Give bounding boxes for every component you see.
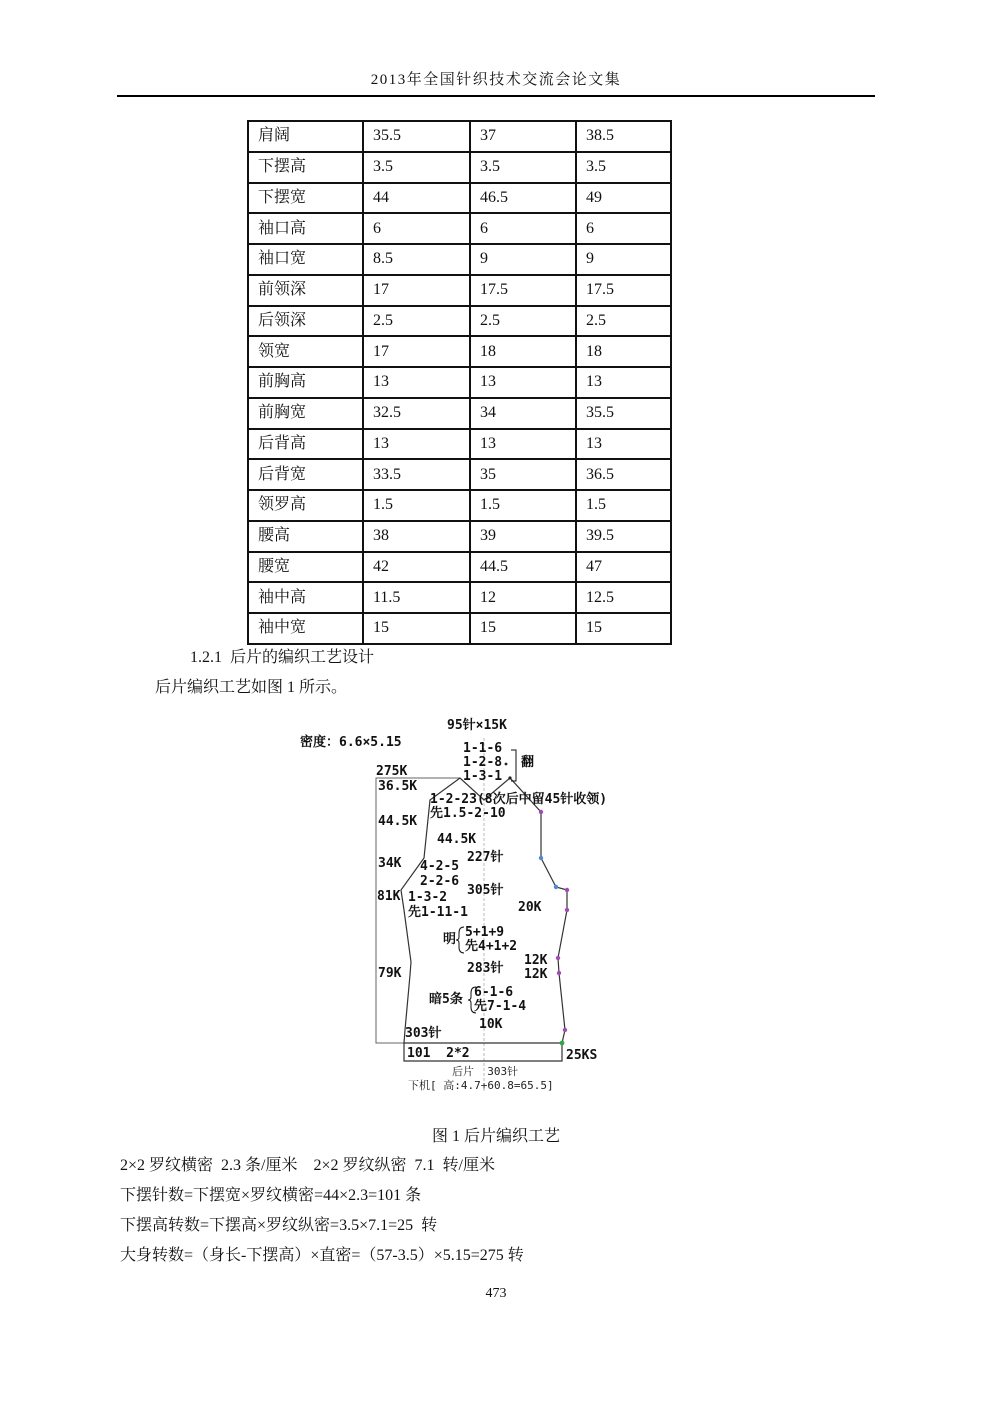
figure-label-hidden-2: 先7-1-4 xyxy=(474,999,527,1014)
figure-label-collar-2: 先1.5-2-10 xyxy=(430,806,506,821)
figure-label-rows-20: 20K xyxy=(518,900,542,915)
shaping-point-marker xyxy=(554,885,558,889)
measurement-name: 腰高 xyxy=(248,521,363,552)
shaping-point-marker xyxy=(563,1028,567,1032)
figure-label-rows-34: 34K xyxy=(378,856,402,871)
shaping-point-marker xyxy=(505,763,508,766)
shaping-point-marker xyxy=(565,908,569,912)
size-value: 2.5 xyxy=(470,306,576,337)
figure-label-needles-303: 303针 xyxy=(405,1026,442,1041)
figure-label-fold: 翻 xyxy=(521,755,535,770)
size-value: 13 xyxy=(470,367,576,398)
size-value: 2.5 xyxy=(576,306,671,337)
shaping-point-marker xyxy=(539,856,543,860)
size-value: 2.5 xyxy=(363,306,470,337)
page-number: 473 xyxy=(485,1286,507,1301)
shaping-point-marker xyxy=(556,956,560,960)
size-value: 35 xyxy=(470,459,576,490)
size-value: 36.5 xyxy=(576,459,671,490)
size-value: 13 xyxy=(576,367,671,398)
figure-label-needles-227: 227针 xyxy=(467,850,504,865)
size-value: 15 xyxy=(470,613,576,644)
table-row xyxy=(248,459,671,490)
size-value: 39.5 xyxy=(576,521,671,552)
size-value: 49 xyxy=(576,183,671,214)
figure-label-piece: 后片 303针 xyxy=(452,1065,519,1078)
figure-label-armhole-rows-inner: 44.5K xyxy=(437,832,477,847)
figure-label-rows-10: 10K xyxy=(479,1017,503,1032)
size-value: 47 xyxy=(576,552,671,583)
figure-label-arm-2: 2-2-6 xyxy=(420,874,460,889)
size-value: 6 xyxy=(363,213,470,244)
figure-label-rows-81: 81K xyxy=(377,889,401,904)
size-value: 39 xyxy=(470,521,576,552)
measurement-name: 袖中宽 xyxy=(248,613,363,644)
measurement-name: 袖口高 xyxy=(248,213,363,244)
shaping-point-marker xyxy=(565,888,569,892)
size-value: 12 xyxy=(470,582,576,613)
size-value: 13 xyxy=(363,367,470,398)
measurement-name: 袖中高 xyxy=(248,582,363,613)
size-value: 18 xyxy=(470,336,576,367)
header-rule xyxy=(117,95,875,97)
size-value: 1.5 xyxy=(363,490,470,521)
size-value: 38 xyxy=(363,521,470,552)
measurement-name: 后领深 xyxy=(248,306,363,337)
measurement-name: 袖口宽 xyxy=(248,244,363,275)
size-value: 35.5 xyxy=(576,398,671,429)
figure-label-top-needles: 95针×15K xyxy=(447,718,507,733)
size-value: 3.5 xyxy=(470,152,576,183)
section-heading: 1.2.1 后片的编织工艺设计 xyxy=(190,649,375,666)
figure-label-collar-1: 1-2-23(8次后中留45针收领) xyxy=(430,792,608,807)
figure-label-rows-12b: 12K xyxy=(524,967,548,982)
table-row xyxy=(248,490,671,521)
table-row xyxy=(248,244,671,275)
size-value: 44 xyxy=(363,183,470,214)
figure-label-total-rows: 275K xyxy=(376,764,408,779)
measurement-name: 肩阔 xyxy=(248,121,363,152)
size-value: 8.5 xyxy=(363,244,470,275)
table-row xyxy=(248,213,671,244)
figure-label-off-machine: 下机[ 高:4.7+60.8=65.5] xyxy=(408,1079,554,1092)
table-row xyxy=(248,429,671,460)
size-value: 1.5 xyxy=(470,490,576,521)
size-value: 13 xyxy=(470,429,576,460)
size-value: 32.5 xyxy=(363,398,470,429)
figure-label-arm-3: 1-3-2 xyxy=(408,890,448,905)
body-text xyxy=(120,1151,880,1271)
measurement-name: 腰宽 xyxy=(248,552,363,583)
body-line: 2×2 罗纹横密 2.3 条/厘米 2×2 罗纹纵密 7.1 转/厘米 xyxy=(120,1157,495,1174)
figure-label-rib: 101 2*2 xyxy=(407,1046,470,1061)
table-row xyxy=(248,152,671,183)
table-row xyxy=(248,306,671,337)
size-value: 17.5 xyxy=(576,275,671,306)
measurement-name: 前领深 xyxy=(248,275,363,306)
visible-shaping-brace xyxy=(456,927,464,953)
size-value: 13 xyxy=(363,429,470,460)
size-value: 9 xyxy=(576,244,671,275)
figure-caption: 图 1 后片编织工艺 xyxy=(431,1128,560,1145)
size-value: 6 xyxy=(470,213,576,244)
table-row xyxy=(248,367,671,398)
table-row xyxy=(248,521,671,552)
size-value: 17.5 xyxy=(470,275,576,306)
figure-label-visible-2: 先4+1+2 xyxy=(465,939,518,954)
figure-label-density: 密度：6.6×5.15 xyxy=(300,735,402,750)
size-value: 15 xyxy=(363,613,470,644)
size-value: 38.5 xyxy=(576,121,671,152)
size-value: 44.5 xyxy=(470,552,576,583)
size-table xyxy=(247,120,672,645)
shaping-point-marker xyxy=(508,776,511,779)
size-value: 9 xyxy=(470,244,576,275)
fold-bracket xyxy=(511,750,516,781)
size-value: 42 xyxy=(363,552,470,583)
size-value: 17 xyxy=(363,336,470,367)
body-line: 下摆针数=下摆宽×罗纹横密=44×2.3=101 条 xyxy=(120,1187,422,1204)
size-value: 15 xyxy=(576,613,671,644)
size-value: 33.5 xyxy=(363,459,470,490)
size-value: 13 xyxy=(576,429,671,460)
running-header-title: 2013年全国针织技术交流会论文集 xyxy=(370,72,622,88)
size-value: 35.5 xyxy=(363,121,470,152)
measurement-name: 下摆高 xyxy=(248,152,363,183)
measurement-name: 前胸高 xyxy=(248,367,363,398)
figure-label-neck-2: 1-2-8 xyxy=(463,755,503,770)
table-row xyxy=(248,582,671,613)
section-intro: 后片编织工艺如图 1 所示。 xyxy=(155,679,348,696)
back-piece-knitting-diagram xyxy=(290,710,630,1100)
figure-label-needles-305: 305针 xyxy=(467,883,504,898)
shaping-point-marker xyxy=(557,971,561,975)
figure-label-visible: 明 xyxy=(443,932,457,947)
figure-label-rib-rows: 25KS xyxy=(566,1048,598,1063)
figure-label-neck-3: 1-3-1 xyxy=(463,769,503,784)
figure-label-armhole-rows: 44.5K xyxy=(378,814,418,829)
measurement-name: 领宽 xyxy=(248,336,363,367)
size-value: 18 xyxy=(576,336,671,367)
table-row xyxy=(248,398,671,429)
measurement-name: 下摆宽 xyxy=(248,183,363,214)
table-row xyxy=(248,613,671,644)
shaping-point-marker xyxy=(560,1041,565,1046)
table-row xyxy=(248,121,671,152)
table-row xyxy=(248,336,671,367)
body-line: 大身转数=（身长-下摆高）×直密=（57-3.5）×5.15=275 转 xyxy=(120,1247,524,1264)
table-row xyxy=(248,275,671,306)
figure-label-needles-283: 283针 xyxy=(467,961,504,976)
figure-label-rows-12a: 12K xyxy=(524,953,548,968)
table-row xyxy=(248,183,671,214)
figure-label-arm-4: 先1-11-1 xyxy=(408,905,468,920)
size-value: 34 xyxy=(470,398,576,429)
body-line: 下摆高转数=下摆高×罗纹纵密=3.5×7.1=25 转 xyxy=(120,1217,438,1234)
figure-label-shoulder-rows: 36.5K xyxy=(378,779,418,794)
figure-label-hidden-1: 6-1-6 xyxy=(474,985,514,1000)
size-value: 3.5 xyxy=(576,152,671,183)
measurement-name: 前胸宽 xyxy=(248,398,363,429)
figure-label-neck-1: 1-1-6 xyxy=(463,741,503,756)
measurement-name: 后背高 xyxy=(248,429,363,460)
figure-label-arm-1: 4-2-5 xyxy=(420,859,460,874)
size-value: 6 xyxy=(576,213,671,244)
figure-label-rows-79: 79K xyxy=(378,966,402,981)
measurement-name: 后背宽 xyxy=(248,459,363,490)
size-value: 46.5 xyxy=(470,183,576,214)
size-value: 37 xyxy=(470,121,576,152)
size-value: 1.5 xyxy=(576,490,671,521)
figure-label-visible-1: 5+1+9 xyxy=(465,925,505,940)
size-value: 11.5 xyxy=(363,582,470,613)
measurement-name: 领罗高 xyxy=(248,490,363,521)
size-value: 3.5 xyxy=(363,152,470,183)
table-row xyxy=(248,552,671,583)
figure-label-hidden: 暗5条 xyxy=(429,992,463,1007)
size-value: 12.5 xyxy=(576,582,671,613)
shaping-point-marker xyxy=(539,810,543,814)
size-value: 17 xyxy=(363,275,470,306)
